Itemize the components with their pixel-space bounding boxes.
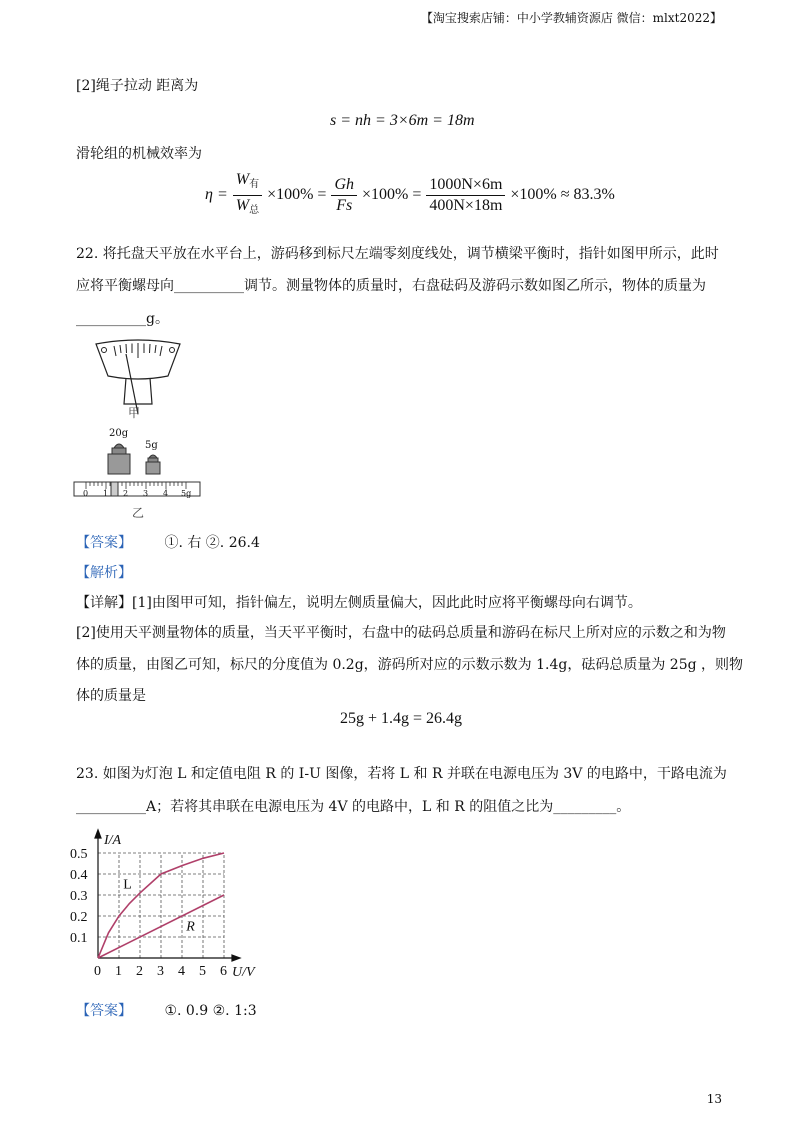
series-label-L: L [123, 877, 132, 893]
y-tick-label: 0.2 [70, 910, 88, 925]
page-header: 【淘宝搜索店铺：中小学教辅资源店 微信：mlxt2022】 [420, 11, 722, 25]
formula-s: s = nh = 3×6m = 18m [330, 112, 475, 129]
answer-label-q23: 【答案】 [76, 1003, 132, 1019]
y-axis-label: I/A [104, 833, 122, 848]
weight-5g-label: 5g [145, 440, 158, 451]
answer-text-q23: ①. 0.9 ②. 1:3 [164, 1003, 257, 1019]
ruler-tick-labels [72, 489, 204, 499]
q22-detail1 [76, 593, 642, 613]
gh: Gh [331, 175, 357, 196]
eta-lhs: η = [205, 186, 228, 204]
ruler-tick-1: 1 [103, 489, 109, 498]
x-axis-label: U/V [232, 965, 255, 980]
numeric-den: 400N×18m [429, 197, 503, 214]
y-tick-label: 0.4 [70, 868, 88, 883]
numeric-fraction [426, 175, 505, 216]
x-tick-label: 0 [94, 964, 101, 979]
series-label-R: R [186, 919, 195, 935]
rope-distance-line: [2]绳子拉动 距离为 [76, 78, 199, 94]
mass-formula: 25g + 1.4g = 26.4g [340, 710, 463, 727]
ruler-tick-3: 3 [143, 489, 149, 498]
x-tick-label: 6 [220, 964, 227, 979]
ruler-tick-5g: 5g [181, 489, 192, 498]
figure-jia-label: 甲 [128, 406, 141, 420]
q22-line3: __________g。 [76, 311, 169, 327]
q22-line2: 应将平衡螺母向__________调节。测量物体的质量时，右盘砝码及游码示数如图乙所示，物体的质量为 [76, 278, 706, 294]
times100-2: ×100% = [362, 186, 422, 204]
efficiency-intro: 滑轮组的机械效率为 [76, 146, 202, 162]
times100-1: ×100% = [267, 186, 327, 204]
q22-detail2a: [2]使用天平测量物体的质量，当天平平衡时，右盘中的砝码总质量和游码在标尺上所对应的示数之和为物 [76, 625, 726, 641]
ruler-tick-4: 4 [163, 489, 169, 498]
numeric-num: 1000N×6m [426, 175, 505, 196]
series-line-R [98, 895, 224, 958]
answer-text: ①. 右 ②. 26.4 [164, 535, 260, 551]
q22-line1: 22. 将托盘天平放在水平台上，游码移到标尺左端零刻度线处，调节横梁平衡时，指针如图甲所示，此时 [76, 246, 719, 262]
work-total-sub: 总 [249, 205, 260, 216]
y-tick-label: 0.3 [70, 889, 88, 904]
efficiency-result: ×100% ≈ 83.3% [510, 186, 615, 204]
work-fraction: $\frac{W_有}{W_总}$ [233, 170, 262, 221]
work-useful-sub: 有 [249, 179, 260, 190]
x-tick-label: 5 [199, 964, 206, 979]
gh-fs-fraction [331, 175, 357, 216]
ruler-tick-0: 0 [83, 489, 89, 498]
weight-20g-label: 20g [109, 428, 129, 439]
detail-label: 【详解】 [76, 595, 132, 611]
q22-detail2c: 体的质量是 [76, 688, 146, 704]
detail1-text: [1]由图甲可知，指针偏左，说明左侧质量偏大，因此此时应将平衡螺母向右调节。 [132, 595, 642, 611]
q23-answer [76, 1001, 257, 1021]
x-tick-label: 4 [178, 964, 185, 979]
figure-yi-label: 乙 [132, 506, 145, 520]
iu-chart [68, 826, 278, 986]
x-tick-label: 2 [136, 964, 143, 979]
y-tick-label: 0.5 [70, 847, 88, 862]
q23-line2: __________A；若将其串联在电源电压为 4V 的电路中，L 和 R 的阻值之比为_________。 [76, 799, 631, 815]
q22-detail2b: 体的质量，由图乙可知，标尺的分度值为 0.2g，游码所对应的示数示数为 1.4g，砝码总质量为 25g ，则物 [76, 657, 744, 673]
analysis-label: 【解析】 [76, 565, 132, 581]
ruler-tick-2: 2 [123, 489, 129, 498]
y-tick-label: 0.1 [70, 931, 88, 946]
fs: Fs [336, 197, 353, 214]
x-axis-arrow [232, 955, 240, 961]
x-tick-label: 1 [115, 964, 122, 979]
page-number: 13 [706, 1092, 722, 1106]
q22-answer [76, 533, 260, 553]
q23-line1: 23. 如图为灯泡 L 和定值电阻 R 的 I-U 图像，若将 L 和 R 并联在电源电压为 3V 的电路中，干路电流为 [76, 766, 727, 782]
y-axis-arrow [95, 830, 101, 838]
answer-label: 【答案】 [76, 535, 132, 551]
x-tick-label: 3 [157, 964, 164, 979]
efficiency-formula [205, 170, 615, 221]
